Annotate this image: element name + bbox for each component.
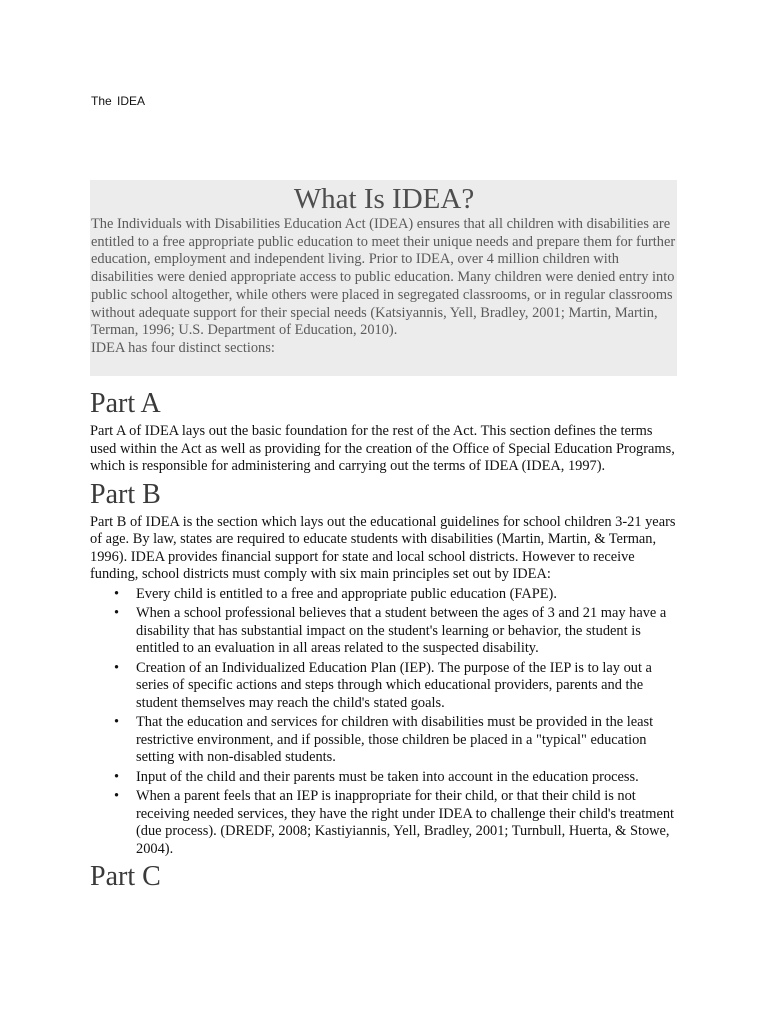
principles-list: [90, 586, 680, 859]
principle-item: [90, 788, 680, 858]
intro-sections-line: IDEA has four distinct sections:: [91, 339, 275, 356]
document-content: [90, 385, 680, 896]
intro-title: What Is IDEA?: [293, 183, 475, 215]
principle-item: [90, 714, 680, 767]
bullet-icon: •: [114, 768, 120, 785]
principle-text: Creation of an Individualized Education Plan (IEP). The purpose of the IEP is to lay out a series of specific actions and steps through which educational providers, parents and the student themselves may reach the child's stated goals.: [136, 659, 652, 711]
part-a-heading: Part A: [90, 388, 161, 419]
principle-text: Every child is entitled to a free and appropriate public education (FAPE).: [136, 585, 557, 602]
intro-paragraph: The Individuals with Disabilities Education Act (IDEA) ensures that all children with disabilities are entitled to a free appropriate public education to meet their unique needs and prepare them for further education, employment and independent living. Prior to IDEA, over 4 million children with disabilities were denied appropriate access to public education. Many children were denied entry into public school altogether, while others were placed in segregated classrooms, or in regular classrooms without adequate support for their special needs (Katsiyannis, Yell, Bradley, 2001; Martin, Martin, Terman, 1996; U.S. Department of Education, 2010).: [91, 216, 676, 339]
bullet-icon: •: [114, 659, 120, 676]
part-c-heading: Part C: [90, 861, 161, 892]
part-b-section: [90, 476, 680, 859]
principle-text: When a school professional believes that a student between the ages of 3 and 21 may have a disability that has substantial impact on the student's learning or behavior, the student is entitled to an evaluation in all areas related to the suspected disability.: [136, 605, 667, 656]
bullet-icon: •: [114, 714, 120, 730]
principle-item: [90, 586, 680, 604]
part-b-body: Part B of IDEA is the section which lays out the educational guidelines for school children 3-21 years of age. By law, states are required to educate students with disabilities (Martin, Martin, & Terman, 1996). IDEA provides financial support for state and local school districts. However to receive funding, school districts must comply with six main principles set out by IDEA:: [90, 513, 676, 582]
principle-item: [90, 605, 680, 658]
intro-box: [90, 180, 677, 376]
part-a-body: Part A of IDEA lays out the basic foundation for the rest of the Act. This section defines the terms used within the Act as well as providing for the creation of the Office of Special Education Programs, which is responsible for administering and carrying out the terms of IDEA (IDEA, 1997).: [90, 423, 675, 474]
principle-text: That the education and services for children with disabilities must be provided in the least restrictive environment, and if possible, those children be placed in a "typical" education setting with non-disabled students.: [136, 714, 654, 765]
part-c-section: [90, 858, 680, 896]
intro-body: [91, 216, 677, 358]
bullet-icon: •: [114, 788, 120, 804]
part-a-section: [90, 385, 680, 476]
document-header: The IDEA: [91, 94, 146, 108]
principle-item: [90, 660, 680, 713]
principle-text: Input of the child and their parents must be taken into account in the education process.: [136, 768, 639, 785]
part-b-heading: Part B: [90, 478, 161, 510]
bullet-icon: •: [114, 605, 120, 621]
principle-item: [90, 769, 680, 787]
principle-text: When a parent feels that an IEP is inappropriate for their child, or that their child is not receiving needed services, they have the right under IDEA to challenge their child's treatment (due process). (DREDF, 2008; Kastiyiannis, Yell, Bradley, 2001; Turnbull, Huerta, & Stowe, 2004).: [136, 788, 675, 857]
bullet-icon: •: [114, 585, 120, 602]
